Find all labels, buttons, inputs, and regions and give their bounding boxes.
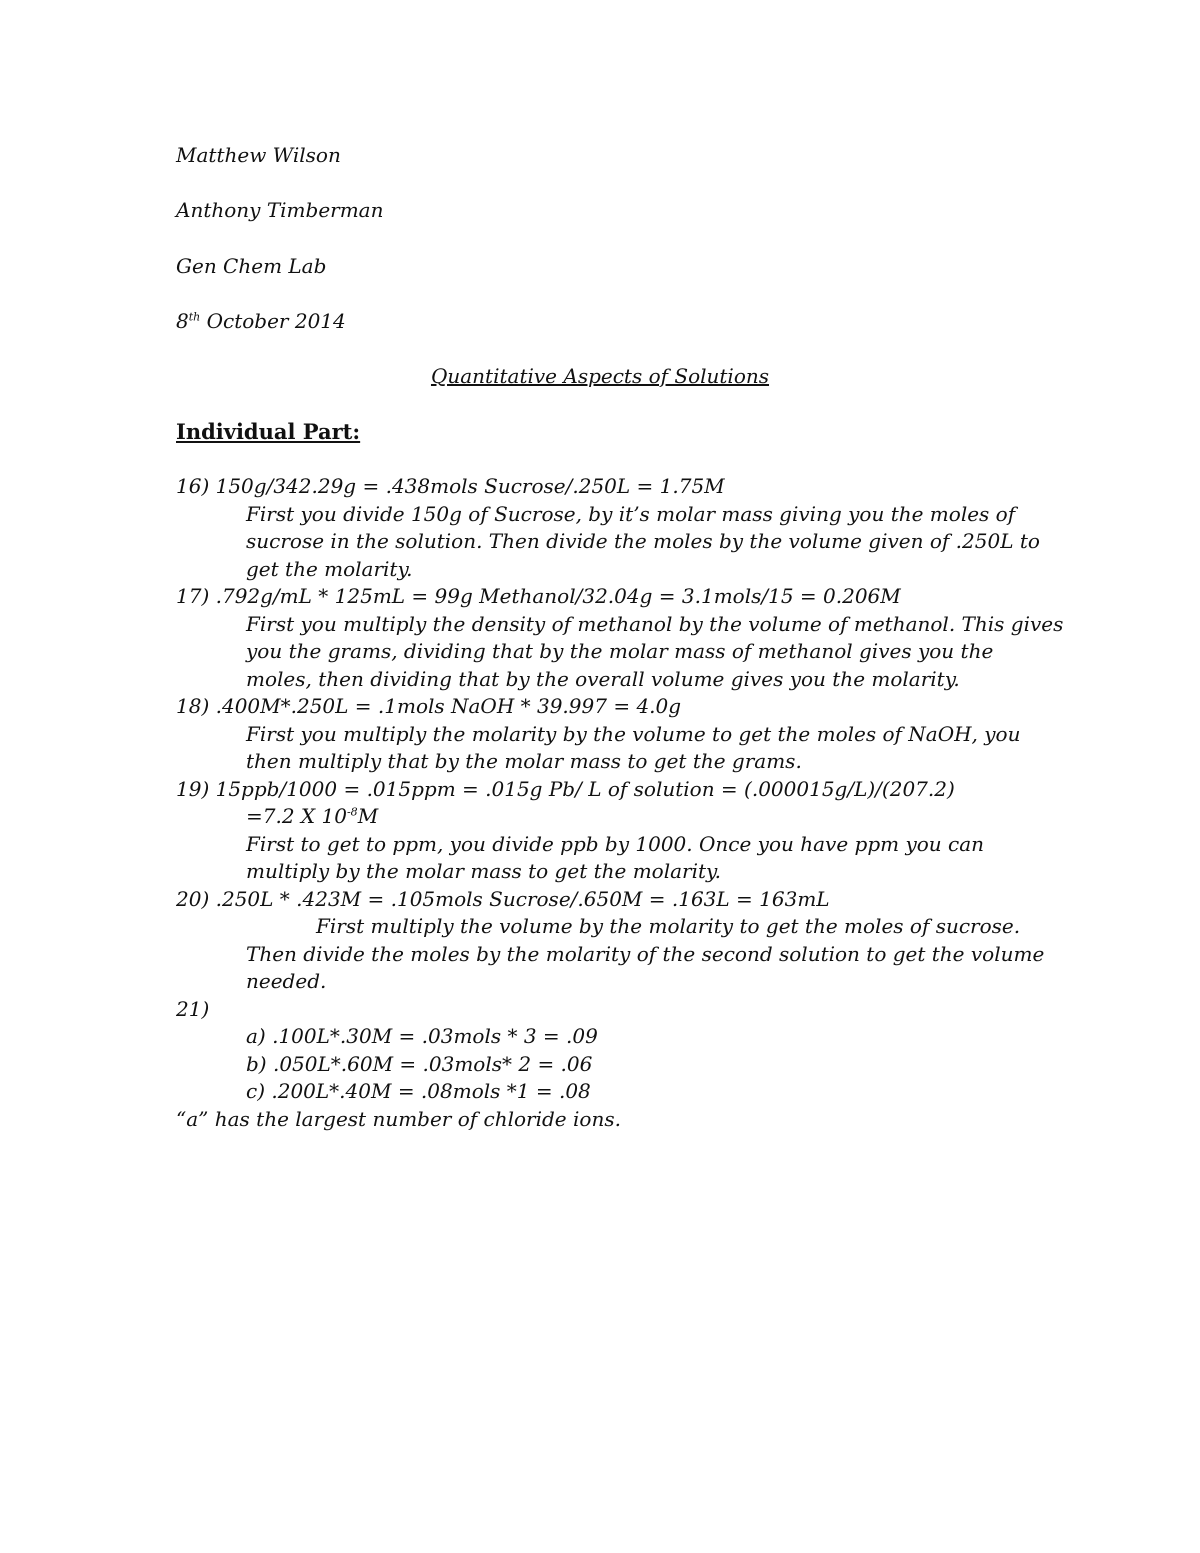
problem-17-explanation-line: you the grams, dividing that by the molar mass of methanol gives you the (246, 639, 994, 663)
problem-18-equation: 18) .400M*.250L = .1mols NaOH * 39.997 = 4.0g (176, 694, 682, 718)
problem-20-explanation-line: Then divide the moles by the molarity of the second solution to get the volume (246, 942, 1045, 966)
problem-21-part-c: c) .200L*.40M = .08mols *1 = .08 (246, 1079, 591, 1103)
problem-21-label: 21) (176, 997, 210, 1021)
problem-16-equation: 16) 150g/342.29g = .438mols Sucrose/.250L = 1.75M (176, 474, 725, 498)
problem-17-explanation-line: moles, then dividing that by the overall volume gives you the molarity. (246, 667, 960, 691)
problem-18-explanation-line: First you multiply the molarity by the volume to get the moles of NaOH, you (246, 722, 1021, 746)
problem-18-explanation-line: then multiply that by the molar mass to get the grams. (246, 749, 802, 773)
problem-19-result-base: =7.2 X 10 (246, 804, 347, 828)
problem-17-explanation-line: First you multiply the density of methanol by the volume of methanol. This gives (246, 612, 1064, 636)
problem-17-equation: 17) .792g/mL * 125mL = 99g Methanol/32.04g = 3.1mols/15 = 0.206M (176, 584, 901, 608)
date-day: 8 (176, 309, 189, 333)
problem-16-explanation-line: get the molarity. (246, 557, 413, 581)
problem-19-equation: 19) 15ppb/1000 = .015ppm = .015g Pb/ L of solution = (.000015g/L)/(207.2) (176, 777, 955, 801)
problem-19-result-unit: M (357, 804, 379, 828)
author-name-1: Matthew Wilson (176, 143, 341, 167)
problem-21-conclusion: “a” has the largest number of chloride ions. (176, 1107, 621, 1131)
date-ordinal: th (188, 310, 201, 324)
problem-19-equation-continued (246, 803, 378, 830)
document-title: Quantitative Aspects of Solutions (430, 364, 770, 388)
date-rest: October 2014 (200, 309, 346, 333)
problem-19-explanation-line: First to get to ppm, you divide ppb by 1000. Once you have ppm you can (246, 832, 985, 856)
author-name-2: Anthony Timberman (176, 198, 384, 222)
problem-19-result-exponent: -8 (346, 805, 358, 819)
section-heading: Individual Part: (176, 419, 361, 444)
problem-20-equation: 20) .250L * .423M = .105mols Sucrose/.650M = .163L = 163mL (176, 887, 830, 911)
problem-16-explanation-line: First you divide 150g of Sucrose, by it’s molar mass giving you the moles of (246, 502, 1016, 526)
problem-21-part-a: a) .100L*.30M = .03mols * 3 = .09 (246, 1024, 598, 1048)
document-date (176, 308, 346, 335)
problem-21-part-b: b) .050L*.60M = .03mols* 2 = .06 (246, 1052, 593, 1076)
course-name: Gen Chem Lab (176, 254, 327, 278)
problem-20-explanation-line: needed. (246, 969, 327, 993)
problem-16-explanation-line: sucrose in the solution. Then divide the moles by the volume given of .250L to (246, 529, 1040, 553)
problem-20-explanation-line: First multiply the volume by the molarity to get the moles of sucrose. (316, 914, 1021, 938)
problem-19-explanation-line: multiply by the molar mass to get the molarity. (246, 859, 722, 883)
